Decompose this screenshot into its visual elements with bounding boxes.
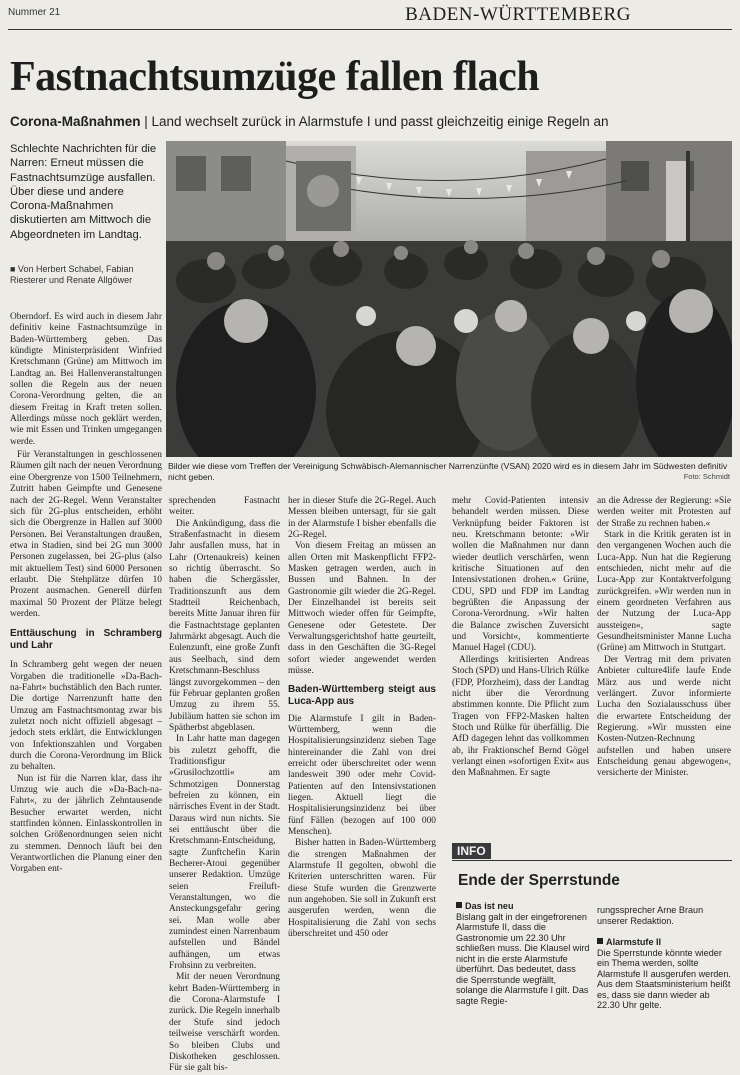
bullet-square-icon [456, 902, 462, 908]
paragraph: an die Adresse der Regierung: »Sie werden weiter mit Protesten auf der Straße zu rechnen haben.« [597, 496, 731, 529]
bullet-square-icon [597, 938, 603, 944]
info-subheading-text: Alarmstufe II [606, 937, 662, 947]
article-intro: Schlechte Nachrichten für die Narren: Erneut müssen die Fastnachtsumzüge ausfallen. Über diese und andere Corona-Maßnahmen diskutierten am Mittwoch die Abgeordneten im Landtag. [10, 143, 157, 241]
info-subheading [597, 937, 731, 948]
paragraph: Stark in die Kritik geraten ist in den vergangenen Wochen auch die Luca-App. Nun hat die Regierung entschieden, nicht mehr auf die Luca-App zur Kontaktverfolgung zurückgreifen. »Wir werden nun in einem geordneten Verfahren aus der Nutzung der Luca-App aussteigen«, sagte Gesundheitsminister Manne Lucha (Grüne) am Mittwoch in Stuttgart. [597, 530, 731, 654]
info-text: Die Sperrstunde könnte wieder ein Thema werden, sollte Alarmstufe II ausgerufen werden. Aus dem Staatsministerium heißt es, dass sie dann wieder ab 22.30 Uhr gelte. [597, 947, 731, 1010]
info-subheading [456, 901, 590, 912]
infobox-title: Ende der Sperrstunde [458, 872, 620, 889]
photo-credit: Foto: Schmidt [683, 472, 730, 481]
paragraph: Für Veranstaltungen in geschlossenen Räumen gilt nach der neuen Verordnung eine Obergrenze von 1500 Teilnehmern, Zutritt haben Geimpfte und Genesene nach der 2G-Regel. Wenn Veranstalter sich für 2G-plus entscheiden, erhöht sich die Obergrenze in Hallen auf 3000 Personen. Bei Veranstaltungen draußen, etwa in Stadien, sind bei 2G nun 3000 Personen zugelassen, bei 2G-plus (also mit aktuellem Test) sind 6000 Personen erlaubt. Die Stehplätze dürfen 10 Prozent ausmachen. Generell dürfen maximal 50 Prozent der Plätze belegt werden. [10, 450, 162, 619]
paragraph: mehr Covid-Patienten intensiv behandelt werden müssen. Diese Verknüpfung beider Faktoren ist neu. Kretschmann betonte: »Wir wollen die Maßnahmen nur dann wieder deutlich verschärfen, wenn kritische Situationen auf den Intensivstationen drohen.« Grüne, CDU, SPD und FDP im Landtag begrüßten die Anpassung der Corona-Verordnung. »Wir halten die Balance zwischen Zuversicht und Vorsicht«, kommentierte Manuel Hagel (CDU). [452, 496, 589, 654]
article-authors: ■ Von Herbert Schabel, Fabian Riesterer und Renate Allgöwer [10, 264, 134, 285]
masthead-rule [8, 29, 732, 30]
paragraph: Nun ist für die Narren klar, dass ihr Umzug wie auch die »Da-Bach-na-Fahrt«, zu der jährlich Zehntausende Besucher erwartet werden, nicht stattfinden können. Einlasskontrollen in solchen Größenordnungen seien nicht zu stemmen. Dennoch läuft bei den Verantwortlichen die Planung einer den Vorgaben ent- [10, 773, 162, 875]
paragraph: In Lahr hatte man dagegen bis zuletzt gehofft, die Traditionsfigur »Grusilochzottli« am Schmotzigen Donnerstag befreien zu können, ein närrisches Event in der Stadt. Daraus wird nun nichts. Sie sei enttäuscht über die Kretschmann-Entscheidung, sagte Zunftchefin Karin Becherer-Atoui gegenüber unserer Redaktion. Umzüge seien Freiluft-Veranstaltungen, wo die Ansteckungsgefahr gering sei. Man wolle aber zumindest einen Narrenbaum aufstellen und Bändel aufhängen, um etwas Frohsinn zu verbreiten. [169, 734, 280, 972]
paragraph: Von diesem Freitag an müssen an allen Orten mit Maskenpflicht FFP2-Masken getragen werden, auch in Bussen und Bahnen. In der Gastronomie gilt wieder die 2G-Regel. Der Einzelhandel ist bereits seit Mittwoch wieder offen für Geimpfte, Genesene oder Getestete. Der Verwaltungsgerichtshof hatte geurteilt, dass in den Geschäften die 3G-Regel sofort wieder angewendet werden müsse. [288, 541, 436, 677]
kicker [10, 114, 609, 129]
info-text: Bislang galt in der eingefrorenen Alarmstufe II, dass die Gastronomie um 22.30 Uhr schließen muss. Die Klausel wird nicht in die erste Alarmstufe überführt. Das bedeutet, dass die Sperrstunde wegfällt, solange die Alarmstufe I gilt. Das sagte Regie- [456, 911, 590, 1006]
paragraph: Mit der neuen Verordnung kehrt Baden-Württemberg in die Corona-Alarmstufe I zurück. Die Regeln innerhalb der Stufe sind jedoch teilweise verschärft worden. So bleiben Clubs und Diskotheken geschlossen. Für sie galt bis- [169, 972, 280, 1074]
carnival-crowd-photo [166, 141, 732, 457]
article-photo [166, 141, 732, 457]
issue-number: Nummer 21 [8, 7, 61, 18]
infobox-column-2 [597, 905, 731, 1011]
paragraph: her in dieser Stufe die 2G-Regel. Auch Messen bleiben untersagt, für sie galt in der Alarmstufe I bisher ebenfalls die 2G-Regel. [288, 496, 436, 541]
infobox-label: INFO [452, 843, 491, 859]
column-2 [169, 496, 280, 1075]
paragraph: Der Vertrag mit dem privaten Anbieter culture4life laufe Ende März aus und werde nicht verlängert. Zuvor informierte Lucha den Sozialausschuss über die erwartete Entscheidung der Regierung. »Wir mussten eine Kosten-Nutzen-Rechnung aufstellen und haben unsere Entscheidung genau abgewogen«, versicherte der Minister. [597, 654, 731, 779]
column-4 [452, 496, 589, 780]
paragraph: Bisher hatten in Baden-Württemberg die strengen Maßnahmen der Alarmstufe II gegolten, obwohl die Kriterien unterschritten waren. Für diese Stufe wurden die Grenzwerte nun angehoben. Sie soll in Zukunft erst ausgerufen werden, wenn die Hospitalisierung die Zahl von sechs überschreitet und 450 oder [288, 838, 436, 940]
kicker-text: | Land wechselt zurück in Alarmstufe I und passt gleichzeitig einige Regeln an [140, 114, 609, 129]
info-text: rungssprecher Arne Braun unserer Redaktion. [597, 905, 704, 926]
paragraph: Die Ankündigung, dass die Straßenfastnacht in diesem Jahr ausfallen muss, hat in Lahr (Ortenaukreis) keinen so richtig überrascht. So haben die Schergässler, Traditionszunft aus dem Stadtteil Reichenbach, bereits Mitte Januar ihren für die Fastnachtstage geplanten Jahrmärkt abgesagt. Auch die Eulenzunft, eine große Zunft aus Seelbach, sind dem Kretschmann-Beschluss längst zuvorgekommen – den für Februar geplanten großen Umzug zu ihrem 55. Jubiläum hatten sie schon im Spätherbst abgeblasen. [169, 518, 280, 733]
infobox-rule [452, 860, 732, 861]
headline: Fastnachtsumzüge fallen flach [10, 54, 540, 100]
column-1 [10, 312, 162, 876]
kicker-topic: Corona-Maßnahmen [10, 114, 141, 129]
column-5 [597, 496, 731, 780]
paragraph: Oberndorf. Es wird auch in diesem Jahr definitiv keine Fastnachtsumzüge in Baden-Württemberg geben. Das kündigte Ministerpräsident Winfried Kretschmann (Grüne) am Mittwoch im Landtag an. Bei Hallenveranstaltungen sollen die Regeln aus der neuen Corona-Verordnung gelten, die an diesem Freitag in Kraft treten sollen. Allerdings müsse noch geklärt werden, wie mit Essen und Trinken umgegangen werde. [10, 312, 162, 447]
subheading: Enttäuschung in Schramberg und Lahr [10, 628, 162, 652]
column-3 [288, 496, 436, 940]
paragraph: Allerdings kritisierten Andreas Stoch (SPD) und Hans-Ulrich Rülke (FDP, Pforzheim), dass der Landtag nicht über die Verordnung abstimmen konnte. Die Pflicht zum Tragen von FFP2-Masken halten Stoch und Rülke für überfällig. Die AfD dagegen lehnt das vollkommen ab, ihr Fraktionschef Bernd Gögel verlangt einen »sofortigen Exit« aus den Maßnahmen. Er sagte [452, 654, 589, 779]
info-subheading-text: Das ist neu [465, 901, 514, 911]
infobox-column-1 [456, 901, 590, 1006]
section-title: BADEN-WÜRTTEMBERG [405, 4, 631, 25]
subheading: Baden-Württemberg steigt aus Luca-App aus [288, 683, 436, 707]
paragraph: Die Alarmstufe I gilt in Baden-Württemberg, wenn die Hospitalisierungsinzidenz sieben Tage hintereinander die Zahl von drei erreicht oder überschreitet oder wenn landesweit 390 oder mehr Covid-Patienten auf den Intensivstationen liegen. Aktuell liegt die Hospitalisierungsinzidenz bei über fünf Fällen (bezogen auf 100 000 Menschen). [288, 713, 436, 837]
paragraph: In Schramberg geht wegen der neuen Vorgaben die traditionelle »Da-Bach-na-Fahrt« buchstäblich den Bach runter. Die dortige Narrenzunft hatte den Umzug am Fastnachtsmontag zwar bis zuletzt noch nicht offiziell abgesagt – jedoch stets erklärt, die Entwicklungen von Infektionszahlen und Vorgaben durch die Corona-Verordnung im Blick zu behalten. [10, 660, 162, 773]
paragraph: sprechenden Fastnacht weiter. [169, 496, 280, 518]
photo-caption: Bilder wie diese vom Treffen der Vereinigung Schwäbisch-Alemannischer Narrenzünfte (VSAN) 2020 wird es in diesem Jahr im Südwesten definitiv nicht geben. [168, 461, 728, 482]
